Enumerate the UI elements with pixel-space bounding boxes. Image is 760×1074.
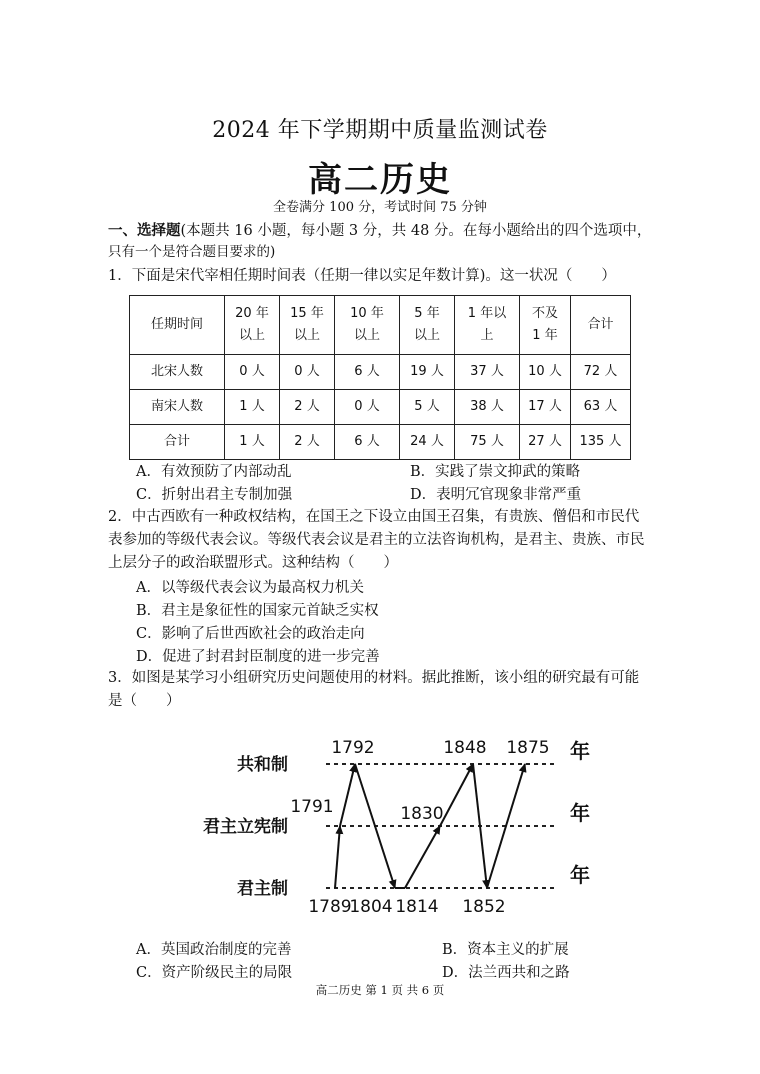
q2-option-d[interactable]: D．促进了封君封臣制度的进一步完善 <box>136 649 380 665</box>
q1-option-c[interactable]: C．折射出君主专制加强 <box>136 487 293 503</box>
year-label: 1852 <box>462 897 506 917</box>
q2-stem-line2: 表参加的等级代表会议。等级代表会议是君主的立法咨询机构，是君主、贵族、市民 <box>108 532 645 548</box>
q2-option-c[interactable]: C．影响了后世西欧社会的政治走向 <box>136 626 365 642</box>
table-header-cell: 10 年 以上 <box>335 296 400 355</box>
section-instructions-line2: 只有一个是符合题目要求的) <box>108 244 276 260</box>
year-label: 1875 <box>506 738 550 758</box>
table-cell: 南宋人数 <box>130 390 225 425</box>
timeline-arrow <box>440 764 473 826</box>
q1-option-b[interactable]: B．实践了崇文抑武的策略 <box>410 464 581 480</box>
table-cell: 0 人 <box>280 355 335 390</box>
table-cell: 37 人 <box>455 355 520 390</box>
q3-option-d[interactable]: D．法兰西共和之路 <box>442 965 570 981</box>
table-header-cell: 不及 1 年 <box>520 296 571 355</box>
table-cell: 72 人 <box>571 355 631 390</box>
table-cell: 75 人 <box>455 425 520 460</box>
table-header-cell: 任期时间 <box>130 296 225 355</box>
section-heading: 一、选择题 <box>108 222 181 239</box>
year-label: 1848 <box>443 738 487 758</box>
table-cell: 合计 <box>130 425 225 460</box>
year-unit-label: 年 <box>570 863 590 887</box>
year-label: 1830 <box>400 804 444 824</box>
q2-stem-line3: 上层分子的政治联盟形式。这种结构（ ） <box>108 555 398 571</box>
table-header-cell: 20 年 以上 <box>225 296 280 355</box>
table-cell: 17 人 <box>520 390 571 425</box>
q1-option-d[interactable]: D．表明冗官现象非常严重 <box>410 487 582 503</box>
page-footer: 高二历史 第 1 页 共 6 页 <box>315 983 445 997</box>
table-cell: 2 人 <box>280 425 335 460</box>
q3-option-c[interactable]: C．资产阶级民主的局限 <box>136 965 293 981</box>
year-label: 1814 <box>395 897 439 917</box>
table-header-cell: 1 年以 上 <box>455 296 520 355</box>
q2-stem-line1: 2．中古西欧有一种政权结构，在国王之下设立由国王召集，有贵族、僧侣和市民代 <box>108 509 640 525</box>
table-header-cell: 合计 <box>571 296 631 355</box>
q3-stem-line1: 3．如图是某学习小组研究历史问题使用的材料。据此推断，该小组的研究最有可能 <box>108 670 640 686</box>
table-cell: 1 人 <box>225 425 280 460</box>
table-cell: 6 人 <box>335 355 400 390</box>
timeline-arrow <box>340 764 355 826</box>
table-cell: 2 人 <box>280 390 335 425</box>
exam-title: 2024 年下学期期中质量监测试卷 <box>212 118 548 143</box>
level-label: 共和制 <box>237 755 288 775</box>
subject-title: 高二历史 <box>308 160 452 200</box>
section-instructions-line1: 一、选择题(本题共 16 小题，每小题 3 分，共 48 分。在每小题给出的四个选项中， <box>108 222 652 239</box>
table-cell: 1 人 <box>225 390 280 425</box>
q1-stem: 1．下面是宋代宰相任期时间表（任期一律以实足年数计算)。这一状况（ ） <box>108 268 616 284</box>
table-cell: 63 人 <box>571 390 631 425</box>
table-cell: 24 人 <box>400 425 455 460</box>
timeline-arrow <box>335 826 340 888</box>
table-cell: 6 人 <box>335 425 400 460</box>
table-cell: 19 人 <box>400 355 455 390</box>
table-cell: 27 人 <box>520 425 571 460</box>
table-cell: 0 人 <box>225 355 280 390</box>
q2-option-a[interactable]: A．以等级代表会议为最高权力机关 <box>136 580 364 596</box>
year-label: 1792 <box>331 738 375 758</box>
year-label: 1789 <box>308 897 352 917</box>
exam-info: 全卷满分 100 分，考试时间 75 分钟 <box>273 200 487 215</box>
timeline-arrow <box>405 826 440 888</box>
q3-option-b[interactable]: B．资本主义的扩展 <box>442 942 569 958</box>
level-label: 君主立宪制 <box>203 817 288 837</box>
table-cell: 10 人 <box>520 355 571 390</box>
table-cell: 5 人 <box>400 390 455 425</box>
table-cell: 135 人 <box>571 425 631 460</box>
level-label: 君主制 <box>237 879 288 899</box>
q2-option-b[interactable]: B．君主是象征性的国家元首缺乏实权 <box>136 603 379 619</box>
year-unit-label: 年 <box>570 739 590 763</box>
q1-option-a[interactable]: A．有效预防了内部动乱 <box>136 464 292 480</box>
table-header-cell: 15 年 以上 <box>280 296 335 355</box>
timeline-arrow <box>473 764 487 888</box>
table-cell: 0 人 <box>335 390 400 425</box>
q3-option-a[interactable]: A．英国政治制度的完善 <box>136 942 292 958</box>
year-label: 1804 <box>349 897 393 917</box>
year-unit-label: 年 <box>570 801 590 825</box>
table-header-cell: 5 年 以上 <box>400 296 455 355</box>
table-cell: 北宋人数 <box>130 355 225 390</box>
year-label: 1791 <box>290 797 334 817</box>
q3-stem-line2: 是（ ） <box>108 693 181 709</box>
table-cell: 38 人 <box>455 390 520 425</box>
